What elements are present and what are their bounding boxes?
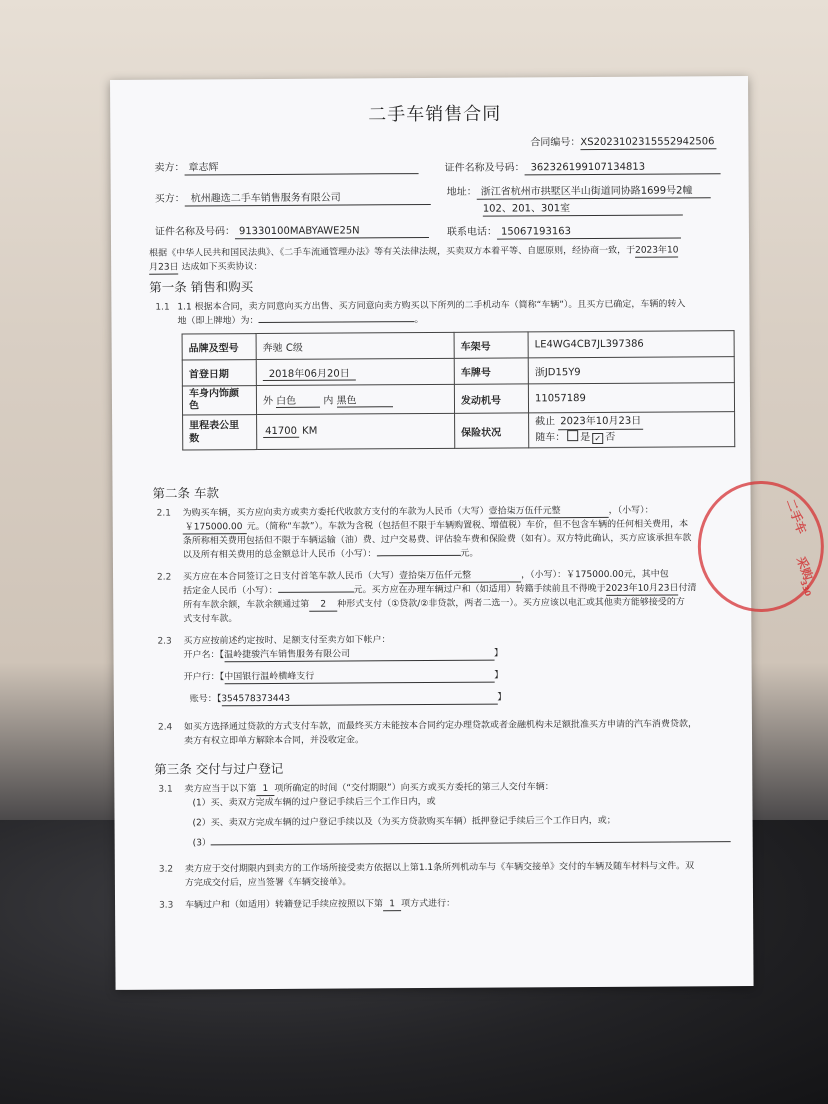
insurance-cell bbox=[529, 412, 735, 448]
yes-label: 是 bbox=[580, 432, 591, 444]
vehicle-info-table bbox=[182, 330, 736, 450]
clause-3-3-line1 bbox=[185, 898, 455, 913]
clause-2-1-text-b: ，（小写）： bbox=[608, 505, 654, 516]
delivery-option-1: (1）买、卖双方完成车辆的过户登记手续后三个工作日内，或 bbox=[192, 796, 436, 809]
seal-text-2: 采购 bbox=[793, 554, 816, 583]
table-row bbox=[182, 331, 734, 360]
preamble-text-2: 达成如下买卖协议： bbox=[181, 262, 263, 273]
clause-2-4-line1: 如买方选择通过贷款的方式支付车款，而最终买方未能按本合同约定办理贷款或者金融机构未足额批准买方申请的汽车消费贷款， bbox=[183, 719, 697, 733]
reg-date-value: 2018年06月20日 bbox=[263, 364, 356, 381]
phone-value: 15067193163 bbox=[497, 224, 681, 239]
bracket-open: 【 bbox=[219, 672, 225, 683]
buyer-label: 买方： bbox=[154, 193, 185, 205]
with-car-label: 随车： bbox=[535, 432, 566, 444]
clause-number: 2.1 bbox=[156, 508, 172, 519]
clause-2-2-text-d: 括定金人民币（小写）： bbox=[183, 585, 278, 597]
clause-3-3-text-b: 项方式进行： bbox=[401, 898, 456, 910]
buyer-line bbox=[155, 191, 431, 207]
clause-3-1-text-a: 卖方应当于以下第 bbox=[184, 784, 257, 795]
mileage-label-line2: 数 bbox=[189, 433, 200, 445]
account-bank-value: 中国银行温岭横峰支行 bbox=[224, 670, 494, 685]
table-row bbox=[183, 412, 735, 450]
delivery-option-2: (2）买、卖双方完成车辆的过户登记手续以及（为买方贷款购买车辆）抵押登记手续后三个工作日内，或； bbox=[192, 815, 616, 829]
clause-2-3-line1: 买方应按前述约定按时、足额支付至卖方如下帐户： bbox=[183, 635, 391, 647]
mileage-label-line1: 里程表公里 bbox=[189, 420, 240, 432]
clause-1-1-line1: 1.1 根据本合同，卖方同意向买方出售、买方同意向卖方购买以下所列的二手机动车（简称“车辆”）。且买方已确定，车辆的转入 bbox=[177, 299, 686, 313]
mileage-label bbox=[183, 415, 257, 450]
delivery-option-3: (3） bbox=[192, 838, 211, 849]
address-line bbox=[447, 184, 711, 200]
account-number-value: 354578373443 bbox=[221, 692, 497, 707]
clause-2-2-line3 bbox=[183, 596, 685, 612]
account-number-label: 账号： bbox=[189, 694, 217, 705]
account-name-value: 温岭捷骏汽车销售服务有限公司 bbox=[224, 648, 494, 663]
reg-date-cell bbox=[256, 358, 454, 385]
address-line1: 浙江省杭州市拱墅区半山街道同协路1699号2幢 bbox=[477, 184, 711, 199]
clause-2-4-line2: 卖方有权立即单方解除本合同，并没收定金。 bbox=[184, 735, 365, 747]
address-line2-wrap bbox=[483, 201, 683, 216]
document-title: 二手车销售合同 bbox=[368, 103, 502, 126]
clause-1-1-end: 。 bbox=[414, 315, 424, 326]
payoff-date: 2023年10月23日 bbox=[605, 583, 679, 594]
clause-number: 3.3 bbox=[159, 900, 174, 911]
seller-id-label: 证件名称及号码： bbox=[444, 162, 525, 174]
seller-line bbox=[155, 160, 419, 176]
delivery-option-3-line bbox=[193, 834, 731, 849]
contract-number bbox=[530, 135, 716, 150]
seller-id-value: 362326199107134813 bbox=[525, 160, 721, 175]
insurance-label: 保险状况 bbox=[455, 413, 529, 448]
address-line2: 102、201、301室 bbox=[483, 201, 683, 216]
clause-2-2-text-c: 元，其中包 bbox=[623, 569, 669, 580]
vin-label: 车架号 bbox=[454, 332, 528, 358]
first-payment-uppercase: 壹拾柒万伍仟元整 bbox=[399, 569, 521, 583]
mileage-cell bbox=[257, 413, 455, 449]
brand-value: 奔驰 C级 bbox=[256, 332, 454, 359]
payment-method: 2 bbox=[309, 599, 337, 612]
engine-label: 发动机号 bbox=[454, 384, 528, 413]
bracket-close: 】 bbox=[494, 670, 504, 681]
seal-text-3: 330 bbox=[798, 578, 813, 598]
phone-label: 联系电话： bbox=[446, 226, 497, 238]
clause-number: 2.3 bbox=[157, 636, 172, 647]
seller-name: 章志辉 bbox=[185, 160, 419, 175]
bracket-close: 】 bbox=[494, 648, 504, 659]
account-name-line bbox=[183, 648, 503, 663]
contract-number-value: XS2023102315552942506 bbox=[580, 136, 715, 149]
phone-line bbox=[447, 224, 681, 239]
clause-3-1-text-b: 项所确定的时间（“交付期限”）向买方或买方委托的第三人交付车辆： bbox=[274, 782, 554, 794]
account-bank-line bbox=[184, 670, 504, 685]
clause-2-2-text-h: 种形式支付（①贷款/②非贷款，两者二选一）。买方应该以电汇或其他卖方能够接受的方 bbox=[337, 597, 685, 610]
account-name-label: 开户名： bbox=[183, 650, 220, 661]
clause-2-2-text-f: 付清 bbox=[678, 583, 697, 594]
plate-value: 浙JD15Y9 bbox=[528, 357, 734, 384]
brand-label: 品牌及型号 bbox=[182, 334, 256, 360]
clause-1-1-text: 地（即上牌地）为： bbox=[177, 316, 259, 327]
transfer-location-field bbox=[259, 321, 415, 323]
first-payment-lowercase: ￥175000.00 bbox=[566, 569, 624, 581]
clause-2-1-text-a: 为购买车辆，买方应向卖方或卖方委托代收款方支付的车款为人民币（大写） bbox=[182, 506, 489, 519]
clause-2-2-text-e: 元。买方应在办理车辆过户和（如适用）转籍手续前且不得晚于 bbox=[353, 583, 606, 596]
total-amount-field bbox=[376, 555, 460, 557]
clause-2-2-line4: 式支付车款。 bbox=[183, 614, 238, 625]
clause-3-2-line1: 卖方应于交付期限内到卖方的工作场所接受卖方依据以上第1.1条所列机动车与《车辆交接单》交付的车辆及随车材料与文件。双 bbox=[184, 861, 695, 875]
bracket-open: 【 bbox=[216, 694, 222, 705]
no-label: 否 bbox=[605, 431, 616, 443]
seller-label: 卖方： bbox=[154, 162, 185, 174]
contract-number-label: 合同编号： bbox=[530, 137, 581, 149]
preamble-date-part2: 月23日 bbox=[149, 262, 179, 273]
clause-3-1-line1 bbox=[184, 781, 553, 796]
preamble-date-part1: 2023年10 bbox=[635, 245, 679, 256]
color-label-line1: 车身内饰颜 bbox=[188, 388, 239, 400]
exterior-label: 外 bbox=[262, 395, 274, 408]
account-number-line bbox=[190, 692, 507, 707]
clause-number: 1.1 bbox=[155, 302, 170, 313]
price-uppercase: 壹拾柒万伍仟元整 bbox=[489, 505, 609, 519]
color-label-line2: 色 bbox=[188, 400, 200, 412]
table-row bbox=[182, 383, 734, 415]
transfer-option: 1 bbox=[383, 898, 401, 911]
plate-label: 车牌号 bbox=[454, 358, 528, 384]
clause-2-1-text-e: 元。 bbox=[460, 548, 479, 559]
article2-title: 第二条 车款 bbox=[152, 485, 220, 501]
buyer-id-label: 证件名称及号码： bbox=[154, 226, 235, 238]
no-checkbox: ✓ bbox=[592, 433, 603, 444]
clause-3-2-line2: 方完成交付后，应当签署《车辆交接单》。 bbox=[184, 877, 352, 889]
clause-3-3-text-a: 车辆过户和（如适用）转籍登记手续应按照以下第 bbox=[185, 899, 384, 911]
mileage-value: 41700 bbox=[263, 426, 299, 438]
preamble-line1 bbox=[149, 244, 749, 261]
seller-id-line bbox=[445, 160, 721, 176]
engine-value: 11057189 bbox=[528, 383, 734, 413]
buyer-name: 杭州趣选二手车销售服务有限公司 bbox=[185, 191, 431, 207]
clause-2-1-line3: 条所称相关费用包括但不限于车辆运输（油）费、过户交易费、评估验车费和保险费（如有）。双方特此确认，买方应该承担车款 bbox=[182, 533, 692, 547]
account-bank-label: 开户行： bbox=[183, 672, 220, 683]
clause-2-2-text-g: 所有车款余额，车款余额通过第 bbox=[183, 599, 310, 611]
article1-title: 第一条 销售和购买 bbox=[149, 279, 254, 295]
article3-title: 第三条 交付与过户登记 bbox=[154, 760, 284, 777]
color-label bbox=[182, 386, 256, 415]
color-cell bbox=[256, 384, 454, 414]
preamble-line2 bbox=[149, 261, 262, 275]
exterior-value: 白色 bbox=[276, 392, 320, 408]
price-lowercase: ￥175000.00 bbox=[183, 521, 247, 534]
reg-date-label: 首登日期 bbox=[182, 360, 256, 386]
interior-value: 黑色 bbox=[336, 391, 392, 407]
delivery-option-3-field bbox=[211, 841, 731, 845]
buyer-id-line bbox=[155, 224, 429, 240]
vin-value: LE4WG4CB7JL397386 bbox=[528, 331, 734, 358]
delivery-option: 1 bbox=[256, 783, 274, 796]
preamble-text: 根据《中华人民共和国民法典》、《二手车流通管理办法》等有关法律法规，买卖双方本着平等、自愿原则，经协商一致，于 bbox=[149, 245, 636, 259]
mileage-unit: KM bbox=[302, 425, 318, 437]
contract-page bbox=[110, 76, 816, 990]
clause-2-2-text-a: 买方应在本合同签订之日支付首笔车款人民币（大写） bbox=[183, 571, 400, 583]
address-label: 地址： bbox=[446, 186, 477, 198]
bracket-close: 】 bbox=[497, 692, 507, 703]
clause-1-1-line2 bbox=[177, 314, 423, 328]
clause-number: 2.4 bbox=[157, 722, 173, 733]
clause-2-1-line4 bbox=[183, 548, 479, 562]
table-row bbox=[182, 357, 734, 386]
interior-label: 内 bbox=[323, 395, 334, 407]
seal-text-1: 二手车 bbox=[783, 497, 810, 536]
company-seal bbox=[697, 481, 824, 613]
clause-number: 3.1 bbox=[158, 784, 173, 795]
insurance-until-value: 2023年10月23日 bbox=[558, 415, 643, 431]
clause-number: 2.2 bbox=[157, 572, 172, 583]
clause-2-1-text-c: 元。（简称“车款”）。车款为含税（包括但不限于车辆购置税、增值税）车价，但不包含车辆的任何相关费用，本 bbox=[246, 519, 689, 533]
clause-2-1-text-d: 以及所有相关费用的总金额总计人民币（小写）： bbox=[182, 549, 377, 561]
deposit-field bbox=[278, 591, 354, 592]
clause-2-2-text-b: ，（小写）： bbox=[521, 570, 567, 581]
buyer-id-value: 91330100MABYAWE25N bbox=[235, 224, 429, 239]
insurance-until-label: 截止 bbox=[535, 416, 556, 428]
bracket-open: 【 bbox=[219, 650, 225, 661]
clause-number: 3.2 bbox=[158, 864, 174, 875]
yes-checkbox bbox=[567, 430, 578, 441]
